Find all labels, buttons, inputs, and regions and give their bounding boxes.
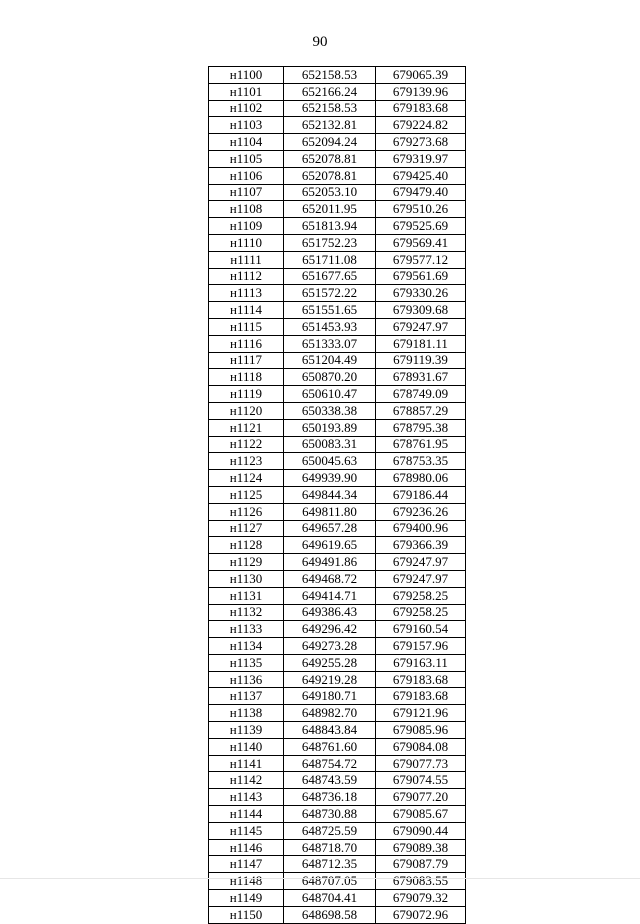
point-id-cell: н1118 [209,369,284,386]
table-row [209,335,466,352]
table-row [209,218,466,235]
x-coordinate-cell: 649255.28 [284,654,376,671]
point-id-cell: н1121 [209,419,284,436]
table-row [209,83,466,100]
y-coordinate-cell: 679085.96 [376,722,466,739]
table-row [209,117,466,134]
x-coordinate-cell: 652078.81 [284,150,376,167]
coordinates-table [208,66,466,924]
x-coordinate-cell: 652011.95 [284,201,376,218]
point-id-cell: н1127 [209,520,284,537]
x-coordinate-cell: 652094.24 [284,134,376,151]
y-coordinate-cell: 679479.40 [376,184,466,201]
y-coordinate-cell: 679183.68 [376,688,466,705]
y-coordinate-cell: 679072.96 [376,906,466,923]
y-coordinate-cell: 679139.96 [376,83,466,100]
x-coordinate-cell: 648704.41 [284,890,376,907]
table-row [209,251,466,268]
x-coordinate-cell: 649619.65 [284,537,376,554]
y-coordinate-cell: 679577.12 [376,251,466,268]
table-row [209,654,466,671]
x-coordinate-cell: 648736.18 [284,789,376,806]
point-id-cell: н1114 [209,302,284,319]
x-coordinate-cell: 652158.53 [284,100,376,117]
y-coordinate-cell: 679258.25 [376,604,466,621]
x-coordinate-cell: 649657.28 [284,520,376,537]
table-row [209,873,466,890]
point-id-cell: н1134 [209,638,284,655]
point-id-cell: н1130 [209,570,284,587]
point-id-cell: н1140 [209,738,284,755]
point-id-cell: н1107 [209,184,284,201]
x-coordinate-cell: 650193.89 [284,419,376,436]
y-coordinate-cell: 679236.26 [376,503,466,520]
point-id-cell: н1108 [209,201,284,218]
x-coordinate-cell: 652078.81 [284,167,376,184]
table-row [209,150,466,167]
y-coordinate-cell: 679309.68 [376,302,466,319]
point-id-cell: н1133 [209,621,284,638]
table-row [209,621,466,638]
point-id-cell: н1102 [209,100,284,117]
y-coordinate-cell: 679084.08 [376,738,466,755]
x-coordinate-cell: 651572.22 [284,285,376,302]
y-coordinate-cell: 679183.68 [376,671,466,688]
y-coordinate-cell: 679079.32 [376,890,466,907]
y-coordinate-cell: 678980.06 [376,470,466,487]
y-coordinate-cell: 678857.29 [376,402,466,419]
y-coordinate-cell: 679224.82 [376,117,466,134]
y-coordinate-cell: 679121.96 [376,705,466,722]
point-id-cell: н1145 [209,822,284,839]
x-coordinate-cell: 651453.93 [284,318,376,335]
point-id-cell: н1120 [209,402,284,419]
table-row [209,201,466,218]
x-coordinate-cell: 649468.72 [284,570,376,587]
table-row [209,570,466,587]
table-row [209,453,466,470]
table-row [209,486,466,503]
x-coordinate-cell: 651813.94 [284,218,376,235]
table-row [209,772,466,789]
table-row [209,890,466,907]
y-coordinate-cell: 679366.39 [376,537,466,554]
table-row [209,285,466,302]
point-id-cell: н1110 [209,234,284,251]
point-id-cell: н1103 [209,117,284,134]
x-coordinate-cell: 651752.23 [284,234,376,251]
y-coordinate-cell: 679085.67 [376,806,466,823]
table-row [209,705,466,722]
x-coordinate-cell: 651551.65 [284,302,376,319]
table-row [209,369,466,386]
point-id-cell: н1129 [209,554,284,571]
point-id-cell: н1137 [209,688,284,705]
point-id-cell: н1122 [209,436,284,453]
y-coordinate-cell: 679065.39 [376,67,466,84]
table-row [209,587,466,604]
x-coordinate-cell: 648743.59 [284,772,376,789]
point-id-cell: н1101 [209,83,284,100]
y-coordinate-cell: 679074.55 [376,772,466,789]
point-id-cell: н1146 [209,839,284,856]
point-id-cell: н1142 [209,772,284,789]
y-coordinate-cell: 679160.54 [376,621,466,638]
point-id-cell: н1143 [209,789,284,806]
y-coordinate-cell: 679258.25 [376,587,466,604]
x-coordinate-cell: 648712.35 [284,856,376,873]
y-coordinate-cell: 679525.69 [376,218,466,235]
x-coordinate-cell: 649939.90 [284,470,376,487]
y-coordinate-cell: 679330.26 [376,285,466,302]
x-coordinate-cell: 648725.59 [284,822,376,839]
bottom-rule [0,878,640,879]
x-coordinate-cell: 649180.71 [284,688,376,705]
table-row [209,134,466,151]
y-coordinate-cell: 679083.55 [376,873,466,890]
x-coordinate-cell: 649844.34 [284,486,376,503]
y-coordinate-cell: 679186.44 [376,486,466,503]
point-id-cell: н1126 [209,503,284,520]
point-id-cell: н1149 [209,890,284,907]
x-coordinate-cell: 652132.81 [284,117,376,134]
point-id-cell: н1109 [209,218,284,235]
x-coordinate-cell: 651204.49 [284,352,376,369]
table-row [209,402,466,419]
y-coordinate-cell: 679247.97 [376,570,466,587]
point-id-cell: н1147 [209,856,284,873]
y-coordinate-cell: 679183.68 [376,100,466,117]
table-row [209,419,466,436]
table-row [209,554,466,571]
y-coordinate-cell: 679181.11 [376,335,466,352]
point-id-cell: н1148 [209,873,284,890]
y-coordinate-cell: 679425.40 [376,167,466,184]
x-coordinate-cell: 648754.72 [284,755,376,772]
table-row [209,67,466,84]
x-coordinate-cell: 651711.08 [284,251,376,268]
y-coordinate-cell: 679247.97 [376,554,466,571]
x-coordinate-cell: 649414.71 [284,587,376,604]
point-id-cell: н1131 [209,587,284,604]
x-coordinate-cell: 649811.80 [284,503,376,520]
y-coordinate-cell: 679077.73 [376,755,466,772]
y-coordinate-cell: 679561.69 [376,268,466,285]
point-id-cell: н1116 [209,335,284,352]
table-row [209,688,466,705]
x-coordinate-cell: 648707.05 [284,873,376,890]
table-row [209,822,466,839]
x-coordinate-cell: 650870.20 [284,369,376,386]
table-row [209,537,466,554]
x-coordinate-cell: 649296.42 [284,621,376,638]
point-id-cell: н1124 [209,470,284,487]
table-row [209,906,466,923]
table-row [209,268,466,285]
x-coordinate-cell: 652053.10 [284,184,376,201]
table-row [209,318,466,335]
x-coordinate-cell: 651333.07 [284,335,376,352]
point-id-cell: н1135 [209,654,284,671]
x-coordinate-cell: 650338.38 [284,402,376,419]
table-row [209,302,466,319]
x-coordinate-cell: 652166.24 [284,83,376,100]
y-coordinate-cell: 679273.68 [376,134,466,151]
table-row [209,352,466,369]
y-coordinate-cell: 678795.38 [376,419,466,436]
x-coordinate-cell: 649491.86 [284,554,376,571]
point-id-cell: н1104 [209,134,284,151]
table-row [209,755,466,772]
x-coordinate-cell: 651677.65 [284,268,376,285]
point-id-cell: н1139 [209,722,284,739]
point-id-cell: н1128 [209,537,284,554]
point-id-cell: н1141 [209,755,284,772]
table-row [209,856,466,873]
x-coordinate-cell: 648698.58 [284,906,376,923]
y-coordinate-cell: 679087.79 [376,856,466,873]
x-coordinate-cell: 650083.31 [284,436,376,453]
table-row [209,234,466,251]
point-id-cell: н1132 [209,604,284,621]
y-coordinate-cell: 679157.96 [376,638,466,655]
point-id-cell: н1100 [209,67,284,84]
x-coordinate-cell: 649219.28 [284,671,376,688]
point-id-cell: н1125 [209,486,284,503]
x-coordinate-cell: 649386.43 [284,604,376,621]
table-row [209,503,466,520]
coordinates-table-body [209,67,466,924]
point-id-cell: н1112 [209,268,284,285]
x-coordinate-cell: 648843.84 [284,722,376,739]
point-id-cell: н1117 [209,352,284,369]
point-id-cell: н1113 [209,285,284,302]
x-coordinate-cell: 652158.53 [284,67,376,84]
point-id-cell: н1150 [209,906,284,923]
table-row [209,100,466,117]
y-coordinate-cell: 678749.09 [376,386,466,403]
y-coordinate-cell: 679119.39 [376,352,466,369]
point-id-cell: н1111 [209,251,284,268]
table-row [209,638,466,655]
table-row [209,604,466,621]
table-row [209,436,466,453]
table-row [209,789,466,806]
y-coordinate-cell: 678753.35 [376,453,466,470]
y-coordinate-cell: 679247.97 [376,318,466,335]
y-coordinate-cell: 679077.20 [376,789,466,806]
x-coordinate-cell: 648718.70 [284,839,376,856]
y-coordinate-cell: 679319.97 [376,150,466,167]
table-row [209,671,466,688]
y-coordinate-cell: 679569.41 [376,234,466,251]
y-coordinate-cell: 679089.38 [376,839,466,856]
table-row [209,184,466,201]
page-number: 90 [312,34,328,50]
y-coordinate-cell: 678931.67 [376,369,466,386]
point-id-cell: н1123 [209,453,284,470]
table-row [209,470,466,487]
table-row [209,738,466,755]
point-id-cell: н1106 [209,167,284,184]
y-coordinate-cell: 678761.95 [376,436,466,453]
table-row [209,722,466,739]
x-coordinate-cell: 650610.47 [284,386,376,403]
table-row [209,520,466,537]
x-coordinate-cell: 650045.63 [284,453,376,470]
point-id-cell: н1144 [209,806,284,823]
table-row [209,806,466,823]
x-coordinate-cell: 648730.88 [284,806,376,823]
table-row [209,839,466,856]
point-id-cell: н1138 [209,705,284,722]
point-id-cell: н1115 [209,318,284,335]
point-id-cell: н1136 [209,671,284,688]
table-row [209,386,466,403]
x-coordinate-cell: 648761.60 [284,738,376,755]
x-coordinate-cell: 648982.70 [284,705,376,722]
y-coordinate-cell: 679163.11 [376,654,466,671]
y-coordinate-cell: 679090.44 [376,822,466,839]
x-coordinate-cell: 649273.28 [284,638,376,655]
table-row [209,167,466,184]
y-coordinate-cell: 679400.96 [376,520,466,537]
point-id-cell: н1105 [209,150,284,167]
y-coordinate-cell: 679510.26 [376,201,466,218]
point-id-cell: н1119 [209,386,284,403]
